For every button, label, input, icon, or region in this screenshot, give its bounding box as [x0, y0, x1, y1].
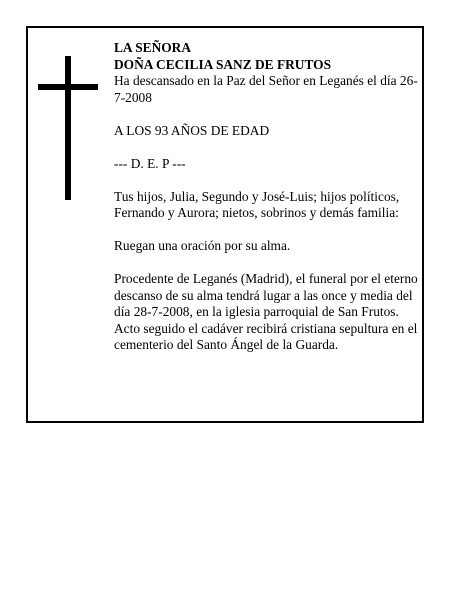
cross-horizontal-bar — [38, 84, 98, 90]
obituary-notice — [26, 26, 424, 423]
cross-icon — [38, 56, 98, 200]
age-statement: A LOS 93 AÑOS DE EDAD — [114, 122, 270, 138]
prayer-request: Ruegan una oración por su alma. — [114, 238, 291, 253]
cross-vertical-bar — [65, 56, 71, 200]
notice-text — [114, 40, 418, 354]
family-paragraph: Tus hijos, Julia, Segundo y José-Luis; hijos políticos, Fernando y Aurora; nietos, sobrinos y demás familia: — [114, 188, 400, 220]
rest-statement: Ha descansado en la Paz del Señor en Leganés el día 26-7-2008 — [114, 73, 418, 105]
deceased-name: DOÑA CECILIA SANZ DE FRUTOS — [114, 56, 332, 72]
funeral-details: Procedente de Leganés (Madrid), el funeral por el eterno descanso de su alma tendrá lugar a las once y media del día 28-7-2008, en la iglesia parroquial de San Frutos. Acto seguido el cadáver recibirá cristiana sepultura en el cementerio del Santo Ángel de la Guarda. — [114, 271, 418, 352]
rip-line: --- D. E. P --- — [114, 155, 186, 171]
title-line-1: LA SEÑORA — [114, 40, 192, 55]
